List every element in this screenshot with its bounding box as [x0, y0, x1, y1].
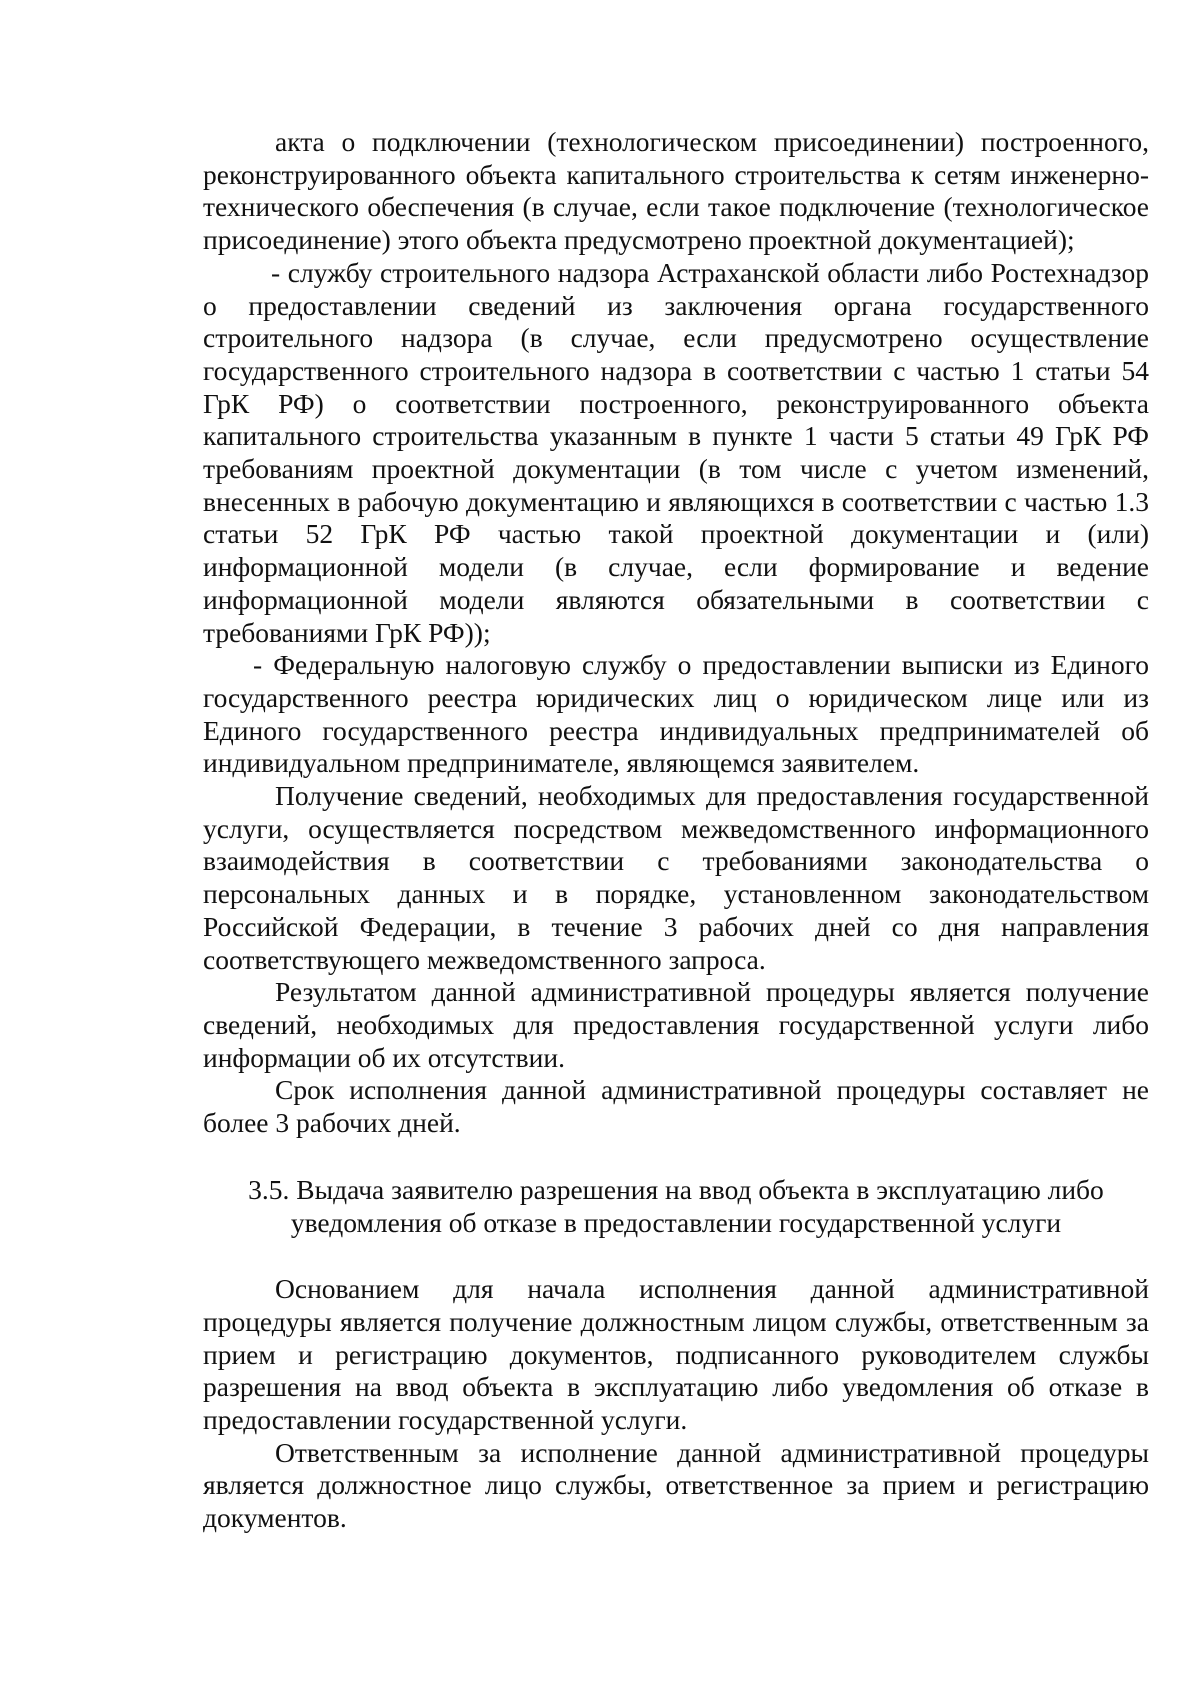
paragraph-obtaining-information: Получение сведений, необходимых для предоставления государственной услуги, осуществляется посредством межведомственного информационного взаимодействия в соответствии с требованиями законодательства о персональных данных и в порядке, установленном законодательством Российской Федерации, в течение 3 рабочих дней со дня направления соответствующего межведомственного запроса. [203, 780, 1149, 975]
paragraph-responsible-person: Ответственным за исполнение данной административной процедуры является должностное лицо службы, ответственное за прием и регистрацию документов. [203, 1436, 1149, 1534]
section-heading-line-2: уведомления об отказе в предоставлении государственной услуги [290, 1206, 1062, 1238]
document-body [203, 126, 1149, 1535]
paragraph-procedure-result: Результатом данной административной процедуры является получение сведений, необходимых для предоставления государственной услуги либо информации об их отсутствии. [203, 976, 1149, 1073]
paragraph-construction-supervision: - службу строительного надзора Астраханской области либо Ростехнадзор о предоставлении сведений из заключения органа государственного строительного надзора (в случае, если предусмотрено осуществление государственного строительного надзора в соответствии с частью 1 статьи 54 ГрК РФ) о соответствии построенного, реконструированного объекта капитального строительства указанным в пункте 1 части 5 статьи 49 ГрК РФ требованиям проектной документации (в том числе с учетом изменений, внесенных в рабочую документацию и являющихся в соответствии с частью 1.3 статьи 52 ГрК РФ частью такой проектной документации и (или) информационной модели (в случае, если формирование и ведение информационной модели являются обязательными в соответствии с требованиями ГрК РФ)); [203, 256, 1149, 648]
section-heading-line-1: 3.5. Выдача заявителю разрешения на ввод объекта в эксплуатацию либо [248, 1173, 1104, 1205]
section-heading [203, 1174, 1149, 1239]
spacer [203, 1140, 1149, 1174]
spacer [203, 1239, 1149, 1273]
paragraph-act-connection: акта о подключении (технологическом присоединении) построенного, реконструированного объекта капитального строительства к сетям инженерно-технического обеспечения (в случае, если такое подключение (технологическое присоединение) этого объекта предусмотрено проектной документацией); [203, 126, 1149, 256]
paragraph-procedure-basis: Основанием для начала исполнения данной административной процедуры является получение должностным лицом службы, ответственным за прием и регистрацию документов, подписанного руководителем службы разрешения на ввод объекта в эксплуатацию либо уведомления об отказе в предоставлении государственной услуги. [203, 1273, 1149, 1436]
paragraph-tax-service: - Федеральную налоговую службу о предоставлении выписки из Единого государственного реестра юридических лиц о юридическом лице или из Единого государственного реестра индивидуальных предпринимателей об индивидуальном предпринимателе, являющемся заявителем. [203, 649, 1149, 779]
paragraph-procedure-term: Срок исполнения данной административной процедуры составляет не более 3 рабочих дней. [203, 1074, 1149, 1139]
